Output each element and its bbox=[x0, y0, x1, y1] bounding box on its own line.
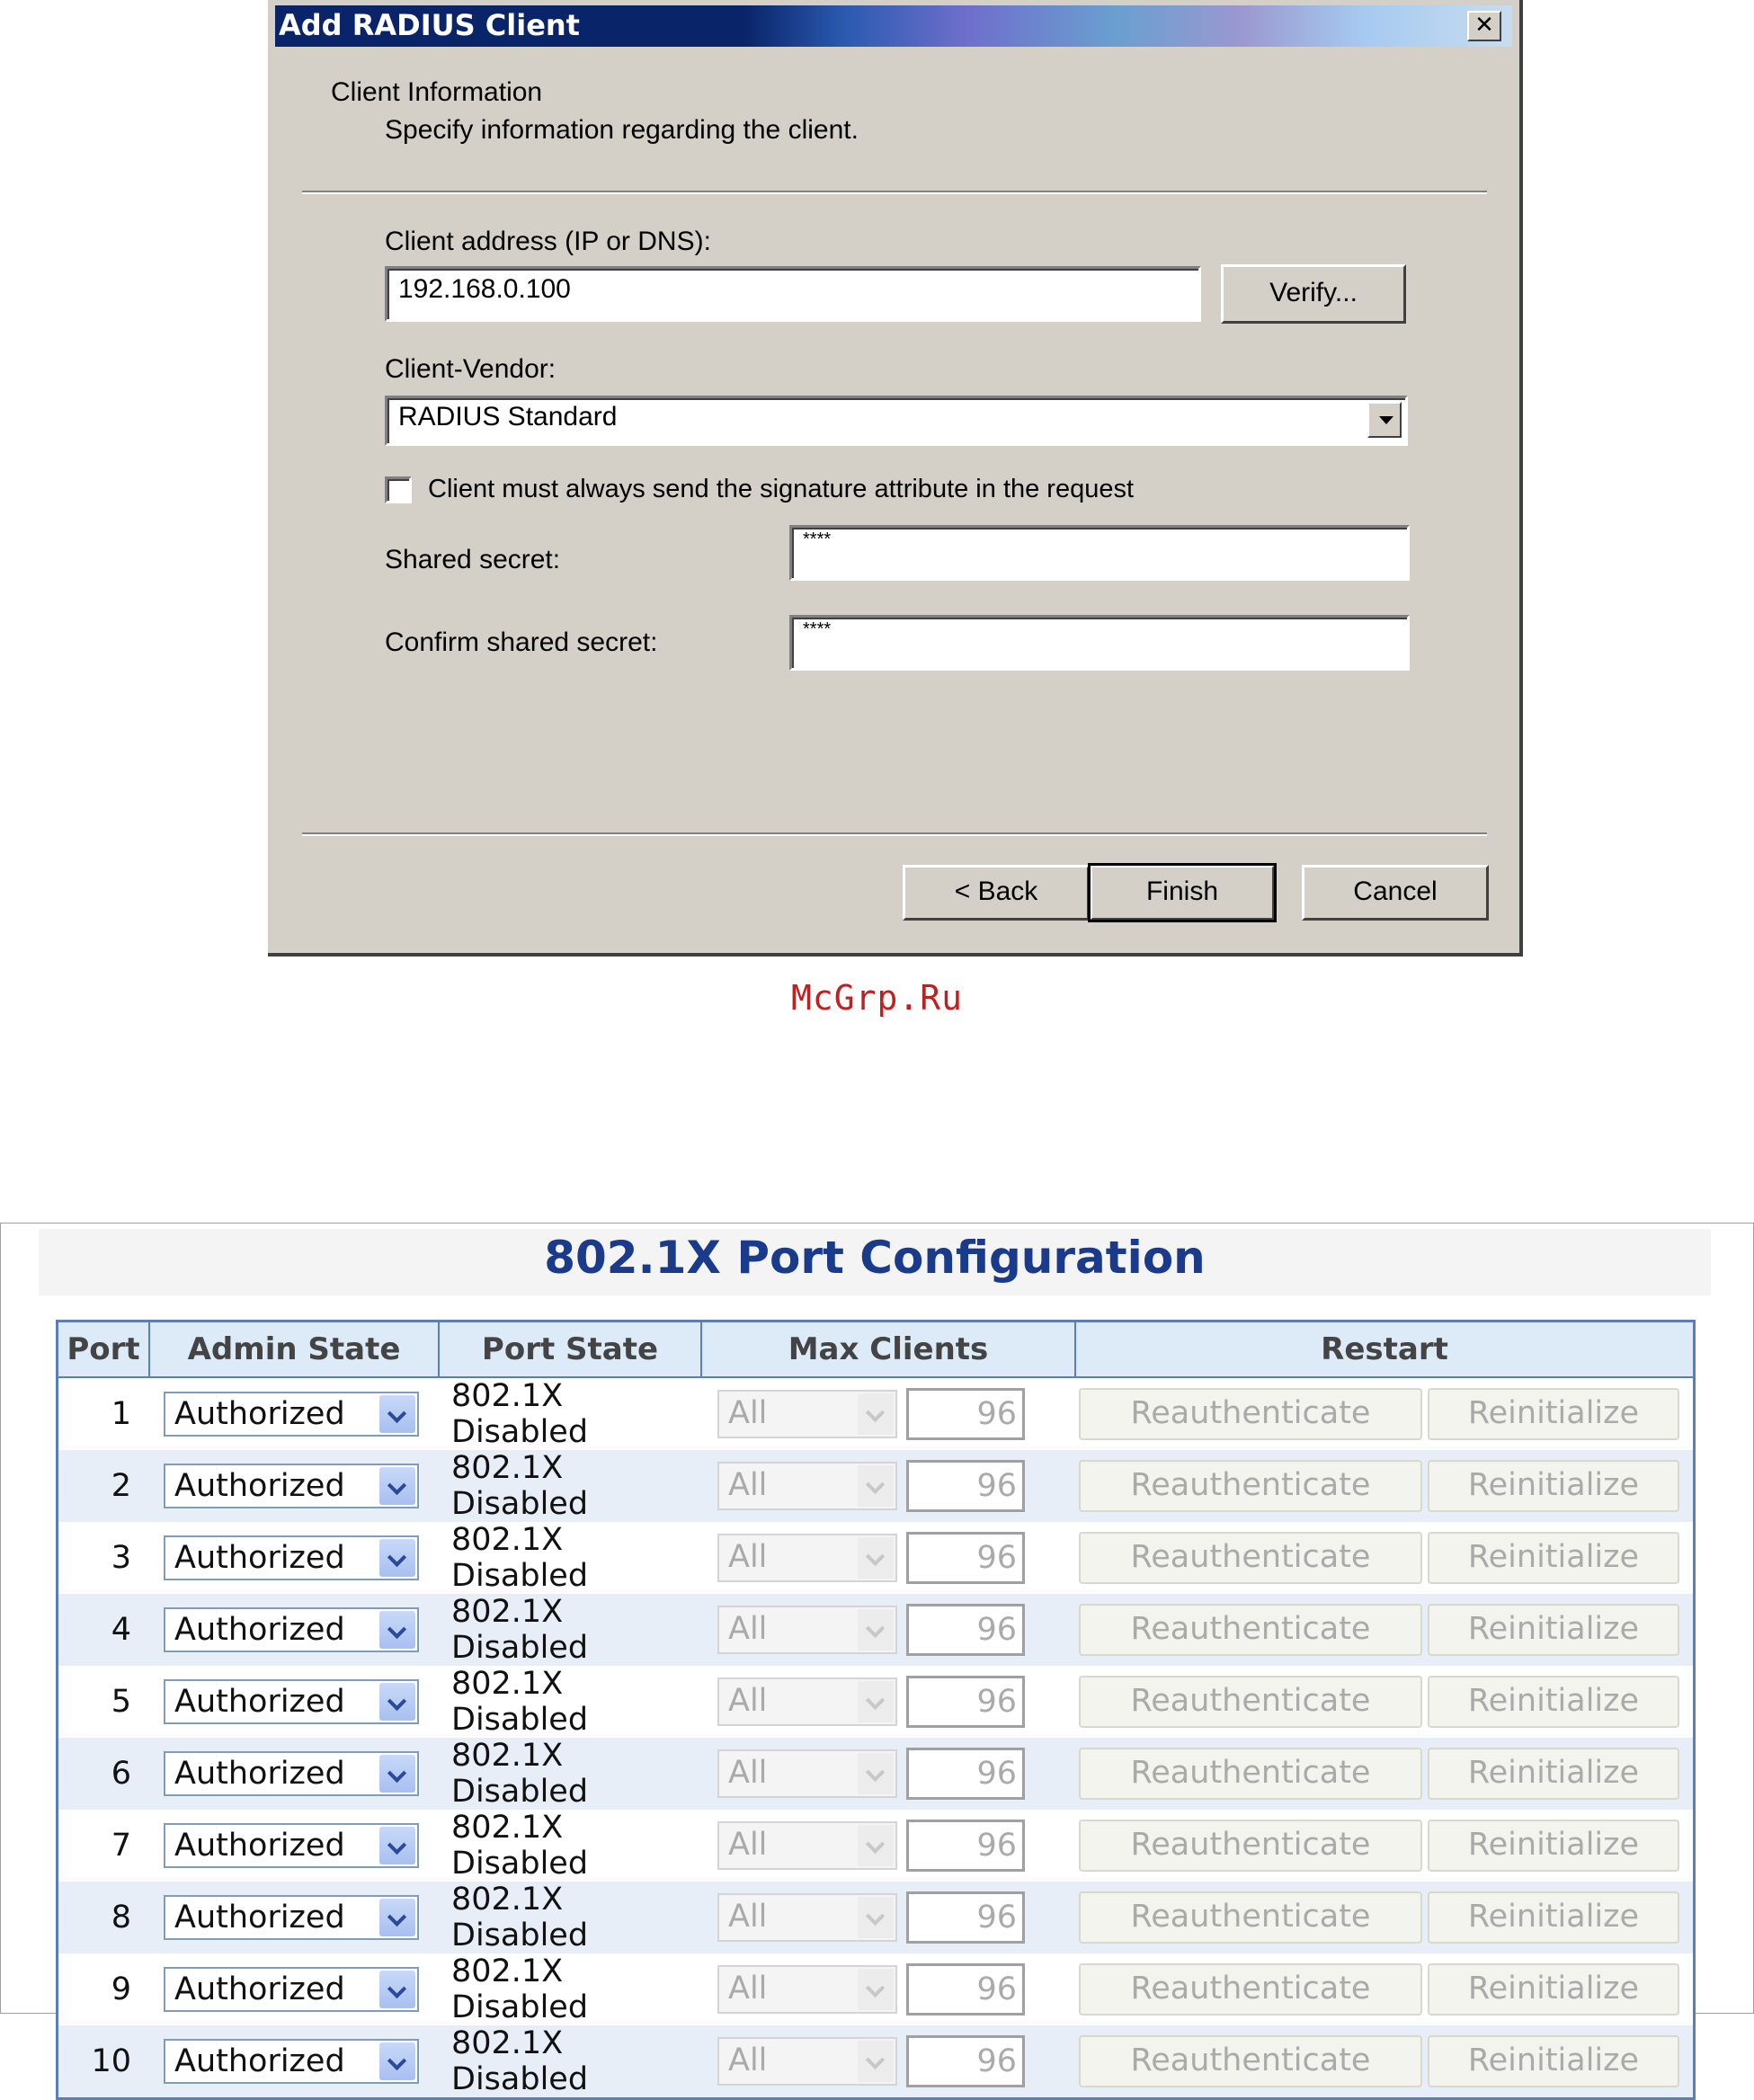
admin-state-cell bbox=[149, 1810, 439, 1882]
confirm-secret-label: Confirm shared secret: bbox=[385, 627, 658, 657]
admin-state-select[interactable] bbox=[164, 1535, 419, 1580]
restart-cell bbox=[1075, 1953, 1695, 2025]
admin-state-cell bbox=[149, 1953, 439, 2025]
admin-state-select[interactable] bbox=[164, 2039, 419, 2084]
max-clients-cell bbox=[701, 2025, 1075, 2099]
max-clients-select[interactable] bbox=[717, 1677, 897, 1726]
admin-state-select[interactable] bbox=[164, 1895, 419, 1940]
max-clients-select[interactable] bbox=[717, 1749, 897, 1798]
chevron-down-icon[interactable] bbox=[379, 1611, 415, 1649]
restart-cell bbox=[1075, 1377, 1695, 1450]
reauthenticate-button[interactable]: Reauthenticate bbox=[1079, 1532, 1422, 1584]
port-number: 1 bbox=[58, 1377, 150, 1450]
reinitialize-button[interactable]: Reinitialize bbox=[1428, 1460, 1679, 1512]
reinitialize-button[interactable]: Reinitialize bbox=[1428, 1604, 1679, 1656]
max-clients-cell bbox=[701, 1594, 1075, 1666]
admin-state-cell bbox=[149, 1522, 439, 1594]
reauthenticate-button[interactable]: Reauthenticate bbox=[1079, 1891, 1422, 1944]
verify-button[interactable]: Verify... bbox=[1221, 264, 1406, 324]
signature-checkbox-label: Client must always send the signature attribute in the request bbox=[428, 475, 1135, 503]
max-clients-input[interactable]: 96 bbox=[906, 1963, 1025, 2015]
admin-state-select[interactable] bbox=[164, 1679, 419, 1724]
max-clients-cell bbox=[701, 1810, 1075, 1882]
max-clients-select[interactable] bbox=[717, 1462, 897, 1510]
client-vendor-label: Client-Vendor: bbox=[385, 354, 556, 384]
close-icon: ✕ bbox=[1474, 12, 1494, 39]
add-radius-client-dialog bbox=[268, 0, 1523, 957]
max-clients-input[interactable]: 96 bbox=[906, 1891, 1025, 1944]
port-state: 802.1X Disabled bbox=[439, 2025, 701, 2099]
table-row bbox=[58, 1377, 1695, 1450]
admin-state-value: Authorized bbox=[174, 1468, 345, 1504]
max-clients-cell bbox=[701, 1738, 1075, 1810]
max-clients-cell bbox=[701, 1522, 1075, 1594]
confirm-secret-input[interactable]: **** bbox=[789, 615, 1410, 671]
chevron-down-icon[interactable] bbox=[379, 1683, 415, 1721]
reauthenticate-button[interactable]: Reauthenticate bbox=[1079, 1748, 1422, 1800]
reauthenticate-button[interactable]: Reauthenticate bbox=[1079, 1604, 1422, 1656]
reinitialize-button[interactable]: Reinitialize bbox=[1428, 1748, 1679, 1800]
max-clients-select-value: All bbox=[728, 1539, 768, 1575]
port-number: 9 bbox=[58, 1953, 150, 2025]
max-clients-select[interactable] bbox=[717, 1821, 897, 1870]
max-clients-input[interactable]: 96 bbox=[906, 1748, 1025, 1800]
max-clients-select-value: All bbox=[728, 2042, 768, 2078]
restart-cell bbox=[1075, 1522, 1695, 1594]
reinitialize-button[interactable]: Reinitialize bbox=[1428, 1532, 1679, 1584]
chevron-down-icon[interactable] bbox=[379, 1827, 415, 1864]
max-clients-cell bbox=[701, 1377, 1075, 1450]
restart-cell bbox=[1075, 1738, 1695, 1810]
admin-state-value: Authorized bbox=[174, 1900, 345, 1935]
max-clients-select[interactable] bbox=[717, 1893, 897, 1942]
finish-button[interactable]: Finish bbox=[1090, 865, 1275, 921]
admin-state-select[interactable] bbox=[164, 1751, 419, 1796]
chevron-down-icon[interactable] bbox=[858, 1681, 894, 1722]
max-clients-select-value: All bbox=[728, 1827, 768, 1863]
table-row bbox=[58, 1450, 1695, 1522]
table-row bbox=[58, 1882, 1695, 1953]
table-row bbox=[58, 1953, 1695, 2025]
admin-state-cell bbox=[149, 1738, 439, 1810]
admin-state-select[interactable] bbox=[164, 1392, 419, 1437]
admin-state-value: Authorized bbox=[174, 1828, 345, 1864]
port-state: 802.1X Disabled bbox=[439, 1882, 701, 1953]
chevron-down-icon[interactable] bbox=[379, 1467, 415, 1505]
port-state: 802.1X Disabled bbox=[439, 1666, 701, 1738]
port-number: 3 bbox=[58, 1522, 150, 1594]
table-row bbox=[58, 2025, 1695, 2099]
port-state: 802.1X Disabled bbox=[439, 1377, 701, 1450]
client-vendor-select[interactable] bbox=[385, 396, 1408, 446]
header-admin-state: Admin State bbox=[149, 1321, 439, 1378]
table-row bbox=[58, 1594, 1695, 1666]
max-clients-input[interactable]: 96 bbox=[906, 2035, 1025, 2087]
admin-state-select[interactable] bbox=[164, 1967, 419, 2012]
max-clients-cell bbox=[701, 1953, 1075, 2025]
shared-secret-label: Shared secret: bbox=[385, 545, 561, 574]
chevron-down-icon[interactable] bbox=[379, 1755, 415, 1793]
chevron-down-icon[interactable] bbox=[379, 1539, 415, 1577]
signature-checkbox[interactable] bbox=[385, 476, 412, 503]
dialog-title: Add RADIUS Client bbox=[279, 8, 580, 42]
admin-state-value: Authorized bbox=[174, 1971, 345, 2007]
chevron-down-icon[interactable] bbox=[858, 1969, 894, 2010]
max-clients-input[interactable]: 96 bbox=[906, 1460, 1025, 1512]
max-clients-input[interactable]: 96 bbox=[906, 1388, 1025, 1440]
chevron-down-icon[interactable] bbox=[858, 1897, 894, 1938]
max-clients-select-value: All bbox=[728, 1611, 768, 1647]
chevron-down-icon[interactable] bbox=[379, 1899, 415, 1936]
admin-state-cell bbox=[149, 2025, 439, 2099]
shared-secret-input[interactable]: **** bbox=[789, 525, 1410, 581]
max-clients-cell bbox=[701, 1666, 1075, 1738]
dialog-titlebar[interactable] bbox=[275, 5, 1512, 47]
close-button[interactable] bbox=[1467, 11, 1501, 41]
client-vendor-value: RADIUS Standard bbox=[398, 402, 618, 432]
table-row bbox=[58, 1738, 1695, 1810]
page-title: 802.1X Port Configuration bbox=[544, 1232, 1206, 1284]
admin-state-cell bbox=[149, 1666, 439, 1738]
admin-state-select[interactable] bbox=[164, 1464, 419, 1508]
reauthenticate-button[interactable]: Reauthenticate bbox=[1079, 1963, 1422, 2015]
max-clients-select[interactable] bbox=[717, 1965, 897, 2014]
cancel-button[interactable]: Cancel bbox=[1302, 865, 1489, 921]
panel-header bbox=[39, 1229, 1711, 1295]
port-state: 802.1X Disabled bbox=[439, 1594, 701, 1666]
admin-state-cell bbox=[149, 1594, 439, 1666]
reinitialize-button[interactable]: Reinitialize bbox=[1428, 1388, 1679, 1440]
reauthenticate-button[interactable]: Reauthenticate bbox=[1079, 2035, 1422, 2087]
port-number: 6 bbox=[58, 1738, 150, 1810]
port-number: 4 bbox=[58, 1594, 150, 1666]
max-clients-input[interactable]: 96 bbox=[906, 1604, 1025, 1656]
port-number: 5 bbox=[58, 1666, 150, 1738]
reauthenticate-button[interactable]: Reauthenticate bbox=[1079, 1460, 1422, 1512]
chevron-down-icon[interactable] bbox=[379, 2042, 415, 2080]
header-max-clients: Max Clients bbox=[701, 1321, 1075, 1378]
max-clients-cell bbox=[701, 1882, 1075, 1953]
restart-cell bbox=[1075, 1810, 1695, 1882]
port-state: 802.1X Disabled bbox=[439, 1953, 701, 2025]
port-number: 8 bbox=[58, 1882, 150, 1953]
admin-state-value: Authorized bbox=[174, 1612, 345, 1648]
top-divider bbox=[302, 191, 1487, 194]
port-number: 7 bbox=[58, 1810, 150, 1882]
port-state: 802.1X Disabled bbox=[439, 1450, 701, 1522]
chevron-down-icon[interactable] bbox=[379, 1395, 415, 1433]
chevron-down-icon[interactable] bbox=[858, 1393, 894, 1435]
chevron-down-icon[interactable] bbox=[858, 1465, 894, 1507]
port-state: 802.1X Disabled bbox=[439, 1810, 701, 1882]
max-clients-select-value: All bbox=[728, 1467, 768, 1503]
section-description: Specify information regarding the client. bbox=[385, 115, 859, 145]
max-clients-select[interactable] bbox=[717, 2037, 897, 2086]
admin-state-value: Authorized bbox=[174, 1396, 345, 1432]
reauthenticate-button[interactable]: Reauthenticate bbox=[1079, 1676, 1422, 1728]
reinitialize-button[interactable]: Reinitialize bbox=[1428, 1676, 1679, 1728]
admin-state-value: Authorized bbox=[174, 1684, 345, 1720]
max-clients-select-value: All bbox=[728, 1395, 768, 1431]
admin-state-value: Authorized bbox=[174, 1756, 345, 1792]
max-clients-select-value: All bbox=[728, 1755, 768, 1791]
port-number: 10 bbox=[58, 2025, 150, 2099]
reinitialize-button[interactable]: Reinitialize bbox=[1428, 1891, 1679, 1944]
max-clients-select-value: All bbox=[728, 1683, 768, 1719]
table-row bbox=[58, 1666, 1695, 1738]
max-clients-cell bbox=[701, 1450, 1075, 1522]
reauthenticate-button[interactable]: Reauthenticate bbox=[1079, 1820, 1422, 1872]
max-clients-input[interactable]: 96 bbox=[906, 1820, 1025, 1872]
chevron-down-icon[interactable] bbox=[858, 2041, 894, 2082]
reinitialize-button[interactable]: Reinitialize bbox=[1428, 1963, 1679, 2015]
section-title: Client Information bbox=[331, 77, 543, 107]
reinitialize-button[interactable]: Reinitialize bbox=[1428, 2035, 1679, 2087]
chevron-down-icon[interactable] bbox=[858, 1537, 894, 1579]
admin-state-cell bbox=[149, 1882, 439, 1953]
max-clients-select-value: All bbox=[728, 1971, 768, 2007]
watermark: McGrp.Ru bbox=[790, 978, 964, 1018]
restart-cell bbox=[1075, 2025, 1695, 2099]
chevron-down-icon[interactable] bbox=[858, 1825, 894, 1866]
restart-cell bbox=[1075, 1666, 1695, 1738]
admin-state-select[interactable] bbox=[164, 1823, 419, 1868]
header-port: Port bbox=[58, 1321, 150, 1378]
header-restart: Restart bbox=[1075, 1321, 1695, 1378]
client-address-label: Client address (IP or DNS): bbox=[385, 227, 711, 256]
max-clients-input[interactable]: 96 bbox=[906, 1532, 1025, 1584]
admin-state-cell bbox=[149, 1377, 439, 1450]
max-clients-input[interactable]: 96 bbox=[906, 1676, 1025, 1728]
client-address-input[interactable]: 192.168.0.100 bbox=[385, 266, 1201, 322]
chevron-down-icon[interactable] bbox=[858, 1753, 894, 1794]
port-state: 802.1X Disabled bbox=[439, 1522, 701, 1594]
max-clients-select[interactable] bbox=[717, 1390, 897, 1438]
max-clients-select[interactable] bbox=[717, 1534, 897, 1582]
table-row bbox=[58, 1522, 1695, 1594]
admin-state-cell bbox=[149, 1450, 439, 1522]
reinitialize-button[interactable]: Reinitialize bbox=[1428, 1820, 1679, 1872]
admin-state-value: Authorized bbox=[174, 2043, 345, 2079]
restart-cell bbox=[1075, 1594, 1695, 1666]
admin-state-select[interactable] bbox=[164, 1607, 419, 1652]
restart-cell bbox=[1075, 1450, 1695, 1522]
chevron-down-icon[interactable] bbox=[858, 1609, 894, 1651]
admin-state-value: Authorized bbox=[174, 1540, 345, 1576]
chevron-down-icon[interactable] bbox=[1367, 402, 1402, 438]
header-port-state: Port State bbox=[439, 1321, 701, 1378]
bottom-divider bbox=[302, 832, 1487, 836]
port-config-table bbox=[56, 1320, 1696, 2100]
back-button[interactable]: < Back bbox=[903, 865, 1090, 921]
max-clients-select-value: All bbox=[728, 1899, 768, 1935]
restart-cell bbox=[1075, 1882, 1695, 1953]
table-row bbox=[58, 1810, 1695, 1882]
port-number: 2 bbox=[58, 1450, 150, 1522]
reauthenticate-button[interactable]: Reauthenticate bbox=[1079, 1388, 1422, 1440]
port-state: 802.1X Disabled bbox=[439, 1738, 701, 1810]
max-clients-select[interactable] bbox=[717, 1606, 897, 1654]
